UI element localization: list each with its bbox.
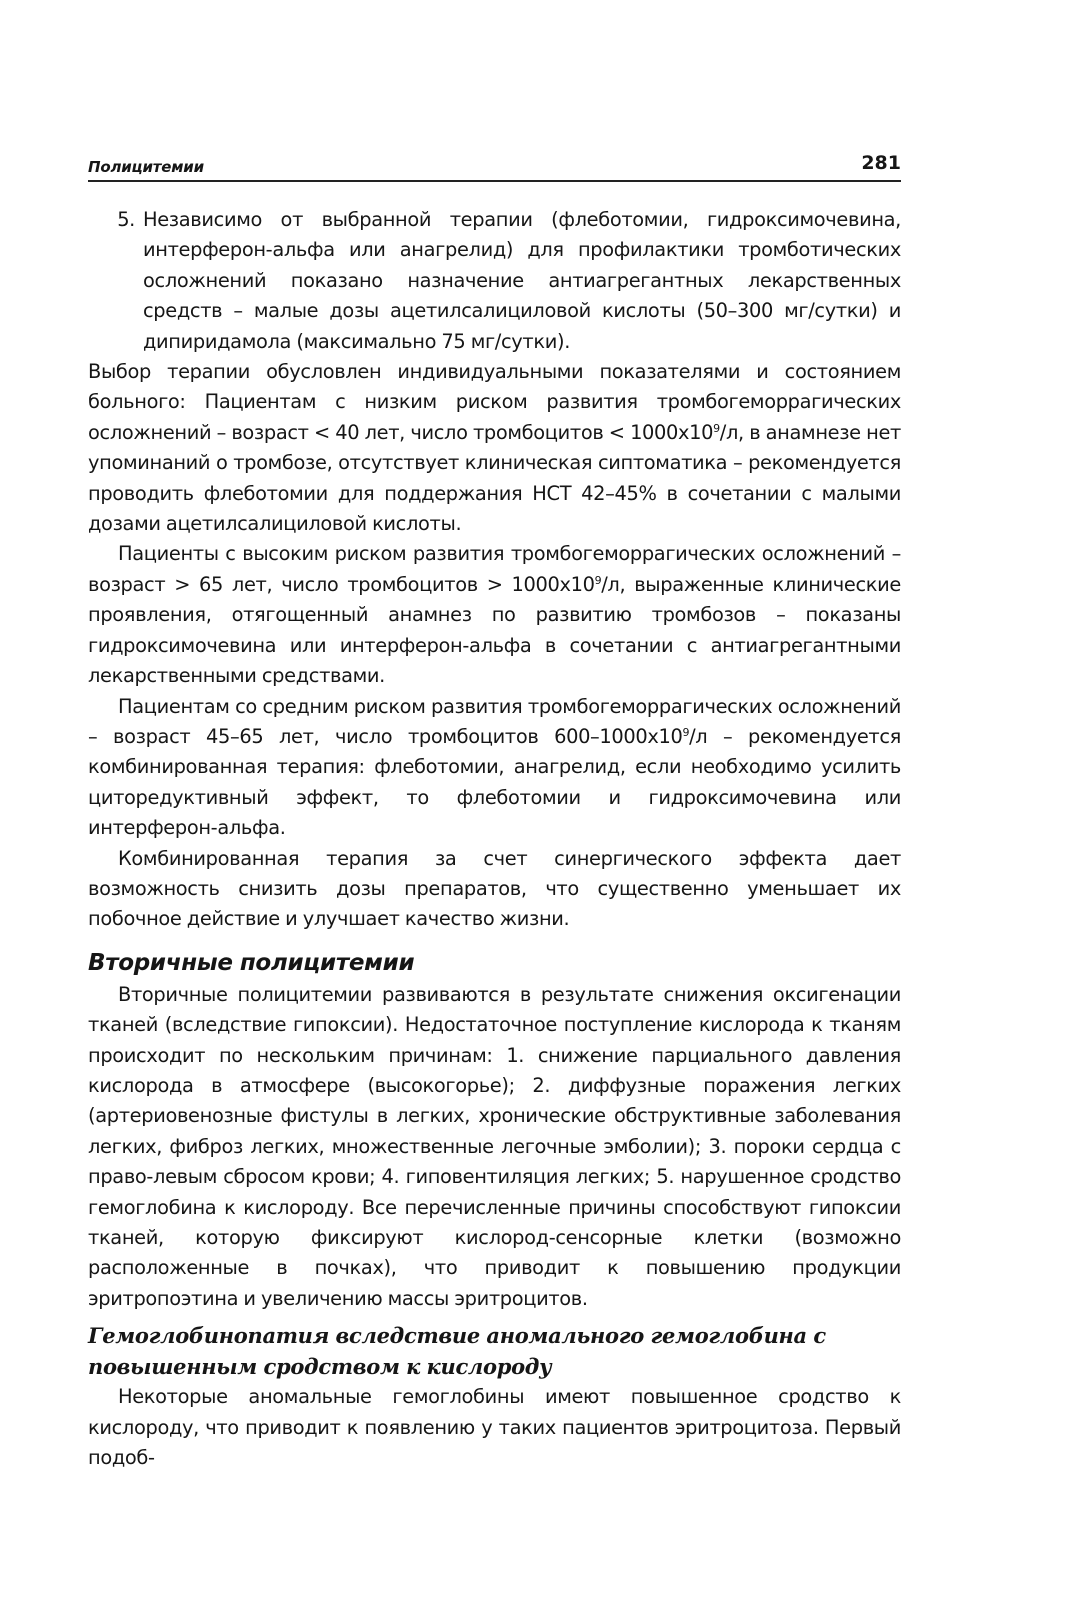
header-rule [88, 180, 901, 182]
list-item-text: Независимо от выбранной терапии (флеботомии, гидроксимочевина, интерферон-альфа или анагрелид) для профилактики тромботических осложнений показано назначение антиагрегантных лекарственных средств – малые дозы ацетилсалициловой кислоты (50–300 мг/сутки) и дипиридамола (максимально 75 мг/сутки). [143, 208, 901, 353]
superscript: 9 [713, 421, 720, 435]
list-item-number: 5. [117, 208, 135, 231]
paragraph-secondary-polycythemia: Вторичные полицитемии развиваются в результате снижения оксигенации тканей (вследствие гипоксии). Недостаточное поступление кислорода к тканям происходит по нескольким причинам: 1. снижение парциального давления кислорода в атмосфере (высокогорье); 2. диффузные поражения легких (артериовенозные фистулы в легких, хронические обструктивные заболевания легких, фиброз легких, множественные легочные эмболии); 3. пороки сердца с право-левым сбросом крови; 4. гиповентиляция легких; 5. нарушенное сродство гемоглобина к кислороду. Все перечисленные причины способствуют гипоксии тканей, которую фиксируют кислород-сенсорные клетки (возможно расположенные в почках), что приводит к повышению продукции эритропоэтина и увеличению массы эритроцитов. [88, 982, 901, 1310]
subsection-heading-hemoglobinopathy [88, 1320, 901, 1382]
paragraph-mid-risk [88, 692, 901, 844]
book-page [88, 0, 903, 1600]
section-heading-secondary: Вторичные полицитемии [88, 949, 415, 976]
paragraph-therapy-choice [88, 357, 901, 539]
paragraph-text: Пациенты с высоким риском развития тромбогеморрагических осложнений – возраст > 65 лет, число тромбоцитов > 1000x10 [88, 542, 901, 596]
paragraph-high-risk [88, 539, 901, 691]
superscript: 9 [682, 725, 690, 739]
running-header [88, 150, 903, 182]
paragraph-text: Пациентам со средним риском развития тромбогеморрагических осложнений – возраст 45–65 лет, число тромбоцитов 600–1000x10 [88, 694, 901, 748]
heading-line: повышенным сродством к кислороду [88, 1354, 552, 1380]
paragraph-combined-therapy: Комбинированная терапия за счет синергического эффекта дает возможность снизить дозы препаратов, что существенно уменьшает их побочное действие и улучшает качество жизни. [88, 846, 901, 931]
paragraph-text: Выбор терапии обусловлен индивидуальными показателями и состоянием больного: Пациентам с низким риском развития тромбогеморрагических осложнений – возраст < 40 лет, число тромбоцитов < 1000x10 [88, 360, 901, 444]
page-body [88, 205, 901, 1473]
list-item-5 [88, 205, 901, 357]
paragraph-text: /л – рекомендуется комбинированная терапия: флеботомии, анагрелид, если необходимо усилить циторедуктивный эффект, то флеботомии и гидроксимочевина или интерферон-альфа. [88, 724, 901, 840]
paragraph-text: /л, в анамнезе нет упоминаний о тромбозе, отсутствует клиническая сиптоматика – рекомендуется проводить флеботомии для поддержания НСТ 42–45% в сочетании с малыми дозами ацетилсалициловой кислоты. [88, 420, 901, 536]
paragraph-hemoglobinopathy: Некоторые аномальные гемоглобины имеют повышенное сродство к кислороду, что приводит к появлению у таких пациентов эритроцитоза. Первый подоб- [88, 1385, 901, 1470]
superscript: 9 [594, 573, 602, 587]
page-number: 281 [861, 152, 901, 174]
running-title: Полицитемии [88, 158, 204, 176]
heading-line: Гемоглобинопатия вследствие аномального гемоглобина с [88, 1323, 826, 1349]
paragraph-text: /л, выраженные клинические проявления, отягощенный анамнез по развитию тромбозов – показаны гидроксимочевина или интерферон-альфа в сочетании с антиагрегантными лекарственными средствами. [88, 572, 901, 688]
